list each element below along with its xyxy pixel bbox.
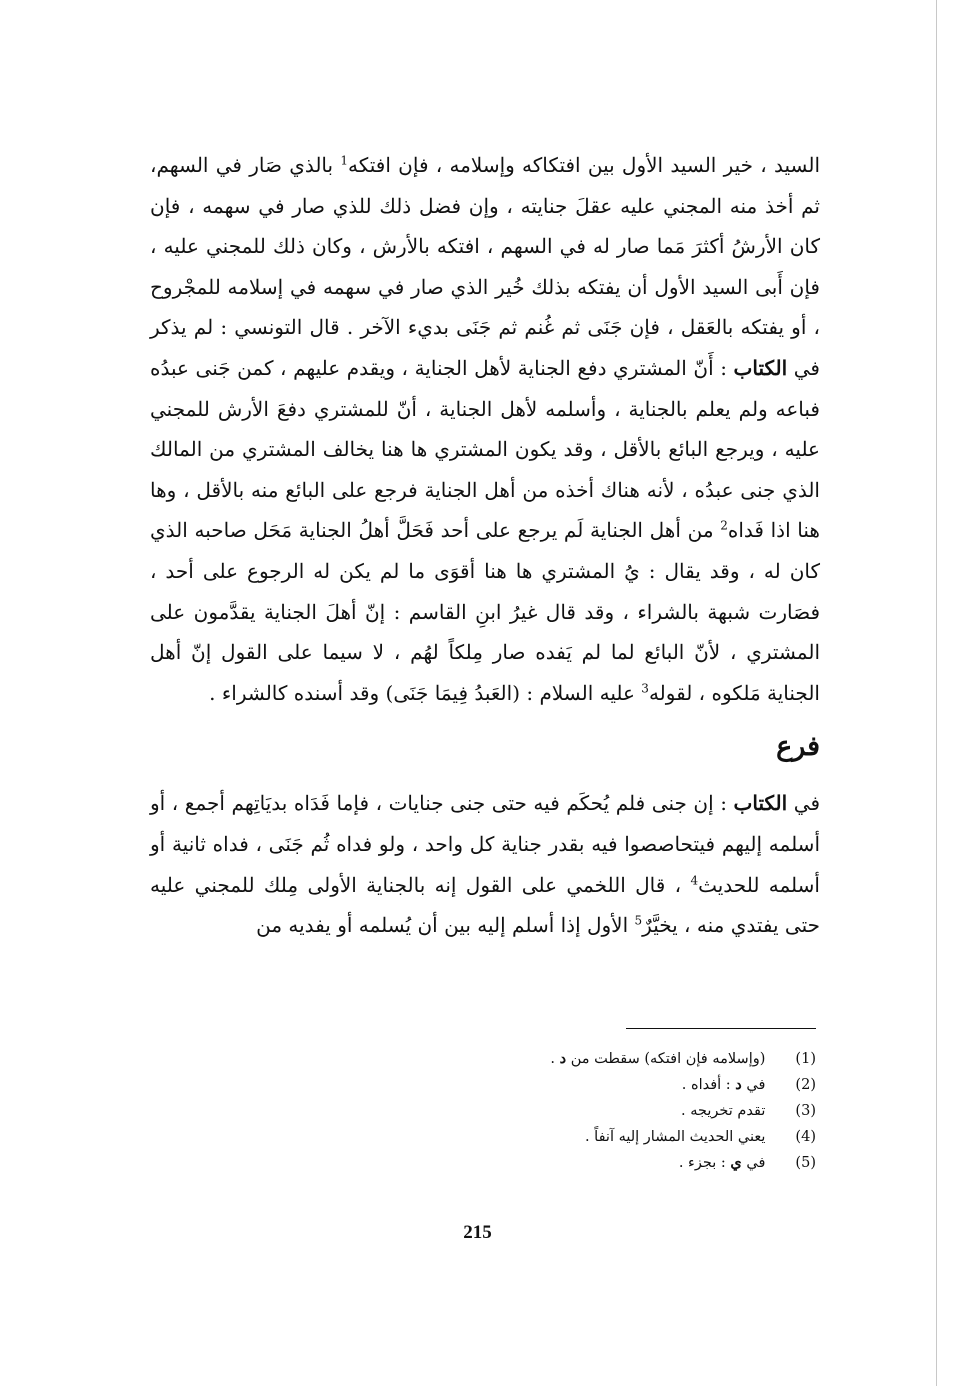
text-run: : أفداه . xyxy=(681,1077,736,1093)
bold-term: الكتاب xyxy=(733,355,788,380)
footnote-text xyxy=(585,1129,765,1145)
text-run: : إن جنى فلم يُحكَم فيه حتى جنى جنايات ، فإما فَدَاه بديَاتِهم أجمع ، أو أسلمه إليهم فيتحاصصوا فيه بقدر جناية كل واحد ، ولو فداه ثُم جَنَى ، فداه ثانية أو أسلمه للحديث xyxy=(150,791,820,897)
footnote-number: (2) xyxy=(795,1077,816,1093)
footnote-separator xyxy=(626,1028,816,1029)
footnote-number: (5) xyxy=(795,1155,816,1171)
footnote-text xyxy=(550,1051,765,1067)
footnote-text xyxy=(681,1103,765,1119)
paragraph-2 xyxy=(150,783,820,945)
text-run: يعني الحديث المشار إليه آنفاً . xyxy=(584,1129,766,1145)
text-run: في xyxy=(741,1077,766,1093)
text-run: تقدم تخريجه . xyxy=(681,1103,766,1119)
page-edge-line xyxy=(936,0,937,1386)
footnote-1 xyxy=(350,1046,816,1072)
text-run: (وإسلامه فإن افتكه) سقطت من xyxy=(566,1051,766,1067)
footnote-ref: 5 xyxy=(634,913,643,928)
bold-term: د xyxy=(559,1050,567,1067)
footnote-text xyxy=(682,1077,766,1093)
footnote-ref: 1 xyxy=(340,153,348,168)
bold-term: د xyxy=(735,1076,742,1093)
footnote-3 xyxy=(350,1098,816,1124)
footnotes xyxy=(350,1046,816,1176)
text-run: السيد ، خير السيد الأول بين افتكاكه وإسلامه ، فإن افتكه xyxy=(348,153,821,177)
text-run: . xyxy=(550,1051,560,1067)
text-run: : أَنّ المشتري دفع الجناية لأهل الجناية ، ويقدم عليهم ، كمن جَنى عبدُه فباعه ولم يعلم بالجناية ، وأسلمه لأهل الجناية ، أنّ للمشتري دفعَ الأرش للمجني عليه ، ويرجع البائع بالأقل ، وقد يكون المشتري ها هنا يخالف المشتري من المالك الذي جنى عبدُه ، لأنه هناك أخذه من أهل الجناية فرجع على البائع منه بالأقل ، وها هنا اذا فَداه xyxy=(150,355,820,543)
bold-term: الكتاب xyxy=(733,791,788,816)
text-run: الأول إذا أسلم إليه بين أن يُسلمه أو يفديه من xyxy=(256,913,635,938)
paragraph-1 xyxy=(150,145,820,713)
text-run: ، قال اللخمي على القول إنه بالجناية الأولى مِلك للمجني عليه حتى يفتدي منه ، يخيَّرٌ xyxy=(150,872,820,938)
footnote-5 xyxy=(350,1150,816,1176)
page-number: 215 xyxy=(463,1222,492,1243)
footnote-ref: 4 xyxy=(690,872,699,887)
bold-term: ي xyxy=(730,1154,742,1171)
text-run: بالذي صَار في السهم، ثم أخذ منه المجني عليه عقلَ جنايته ، وإن فضل ذلك للذي صار في سهمه ، فإن كان الأرشُ أكثرَ مَما صار له في السهم ، افتكه بالأرش ، وكان ذلك للمجني عليه ، فإن أَبى السيد الأول أن يفتكه بذلك خُير الذي صار في سهمه في إسلامه للمجْروح ، أو يفتكه بالعَقل ، فإن جَنَى ثم غُنم ثم جَنَى بديء الآخر . قال التونسي : لم يذكر في xyxy=(150,153,820,380)
text-run: من أهل الجناية لَم يرجع على أحد فَحَلَّ أهلُ الجناية مَحَل صاحبه الذي كان له ، وقد يقال : يُ المشتري ها هنا أقوَى ما لم يكن له الرجوع على أحد ، فصَارت شبهة بالشراء ، وقد قال غيرُ ابنِ القاسم : إنّ أهلَ الجناية يقدَّمون على المشتري ، لأنّ البائع لما لم يَفده صار مِلكاً لهُم ، لا سيما على القول إنّ أهل الجناية مَلكوه ، لقوله xyxy=(150,518,820,705)
footnote-ref: 3 xyxy=(641,681,649,696)
text-run: : بجزء . xyxy=(678,1155,731,1171)
text-run: عليه السلام : (العَبدُ فِيمَا جَنَى) وقد أسنده كالشراء . xyxy=(209,680,642,705)
footnote-text xyxy=(679,1155,766,1171)
page-body xyxy=(150,145,820,946)
footnote-4 xyxy=(350,1124,816,1150)
footnote-number: (3) xyxy=(795,1103,816,1119)
section-heading: فرع xyxy=(776,731,820,763)
footnote-number: (1) xyxy=(795,1051,816,1067)
footnote-2 xyxy=(350,1072,816,1098)
footnote-number: (4) xyxy=(795,1129,816,1145)
text-run: في xyxy=(741,1155,766,1171)
footnote-ref: 2 xyxy=(720,518,728,533)
text-run: في xyxy=(787,791,821,816)
